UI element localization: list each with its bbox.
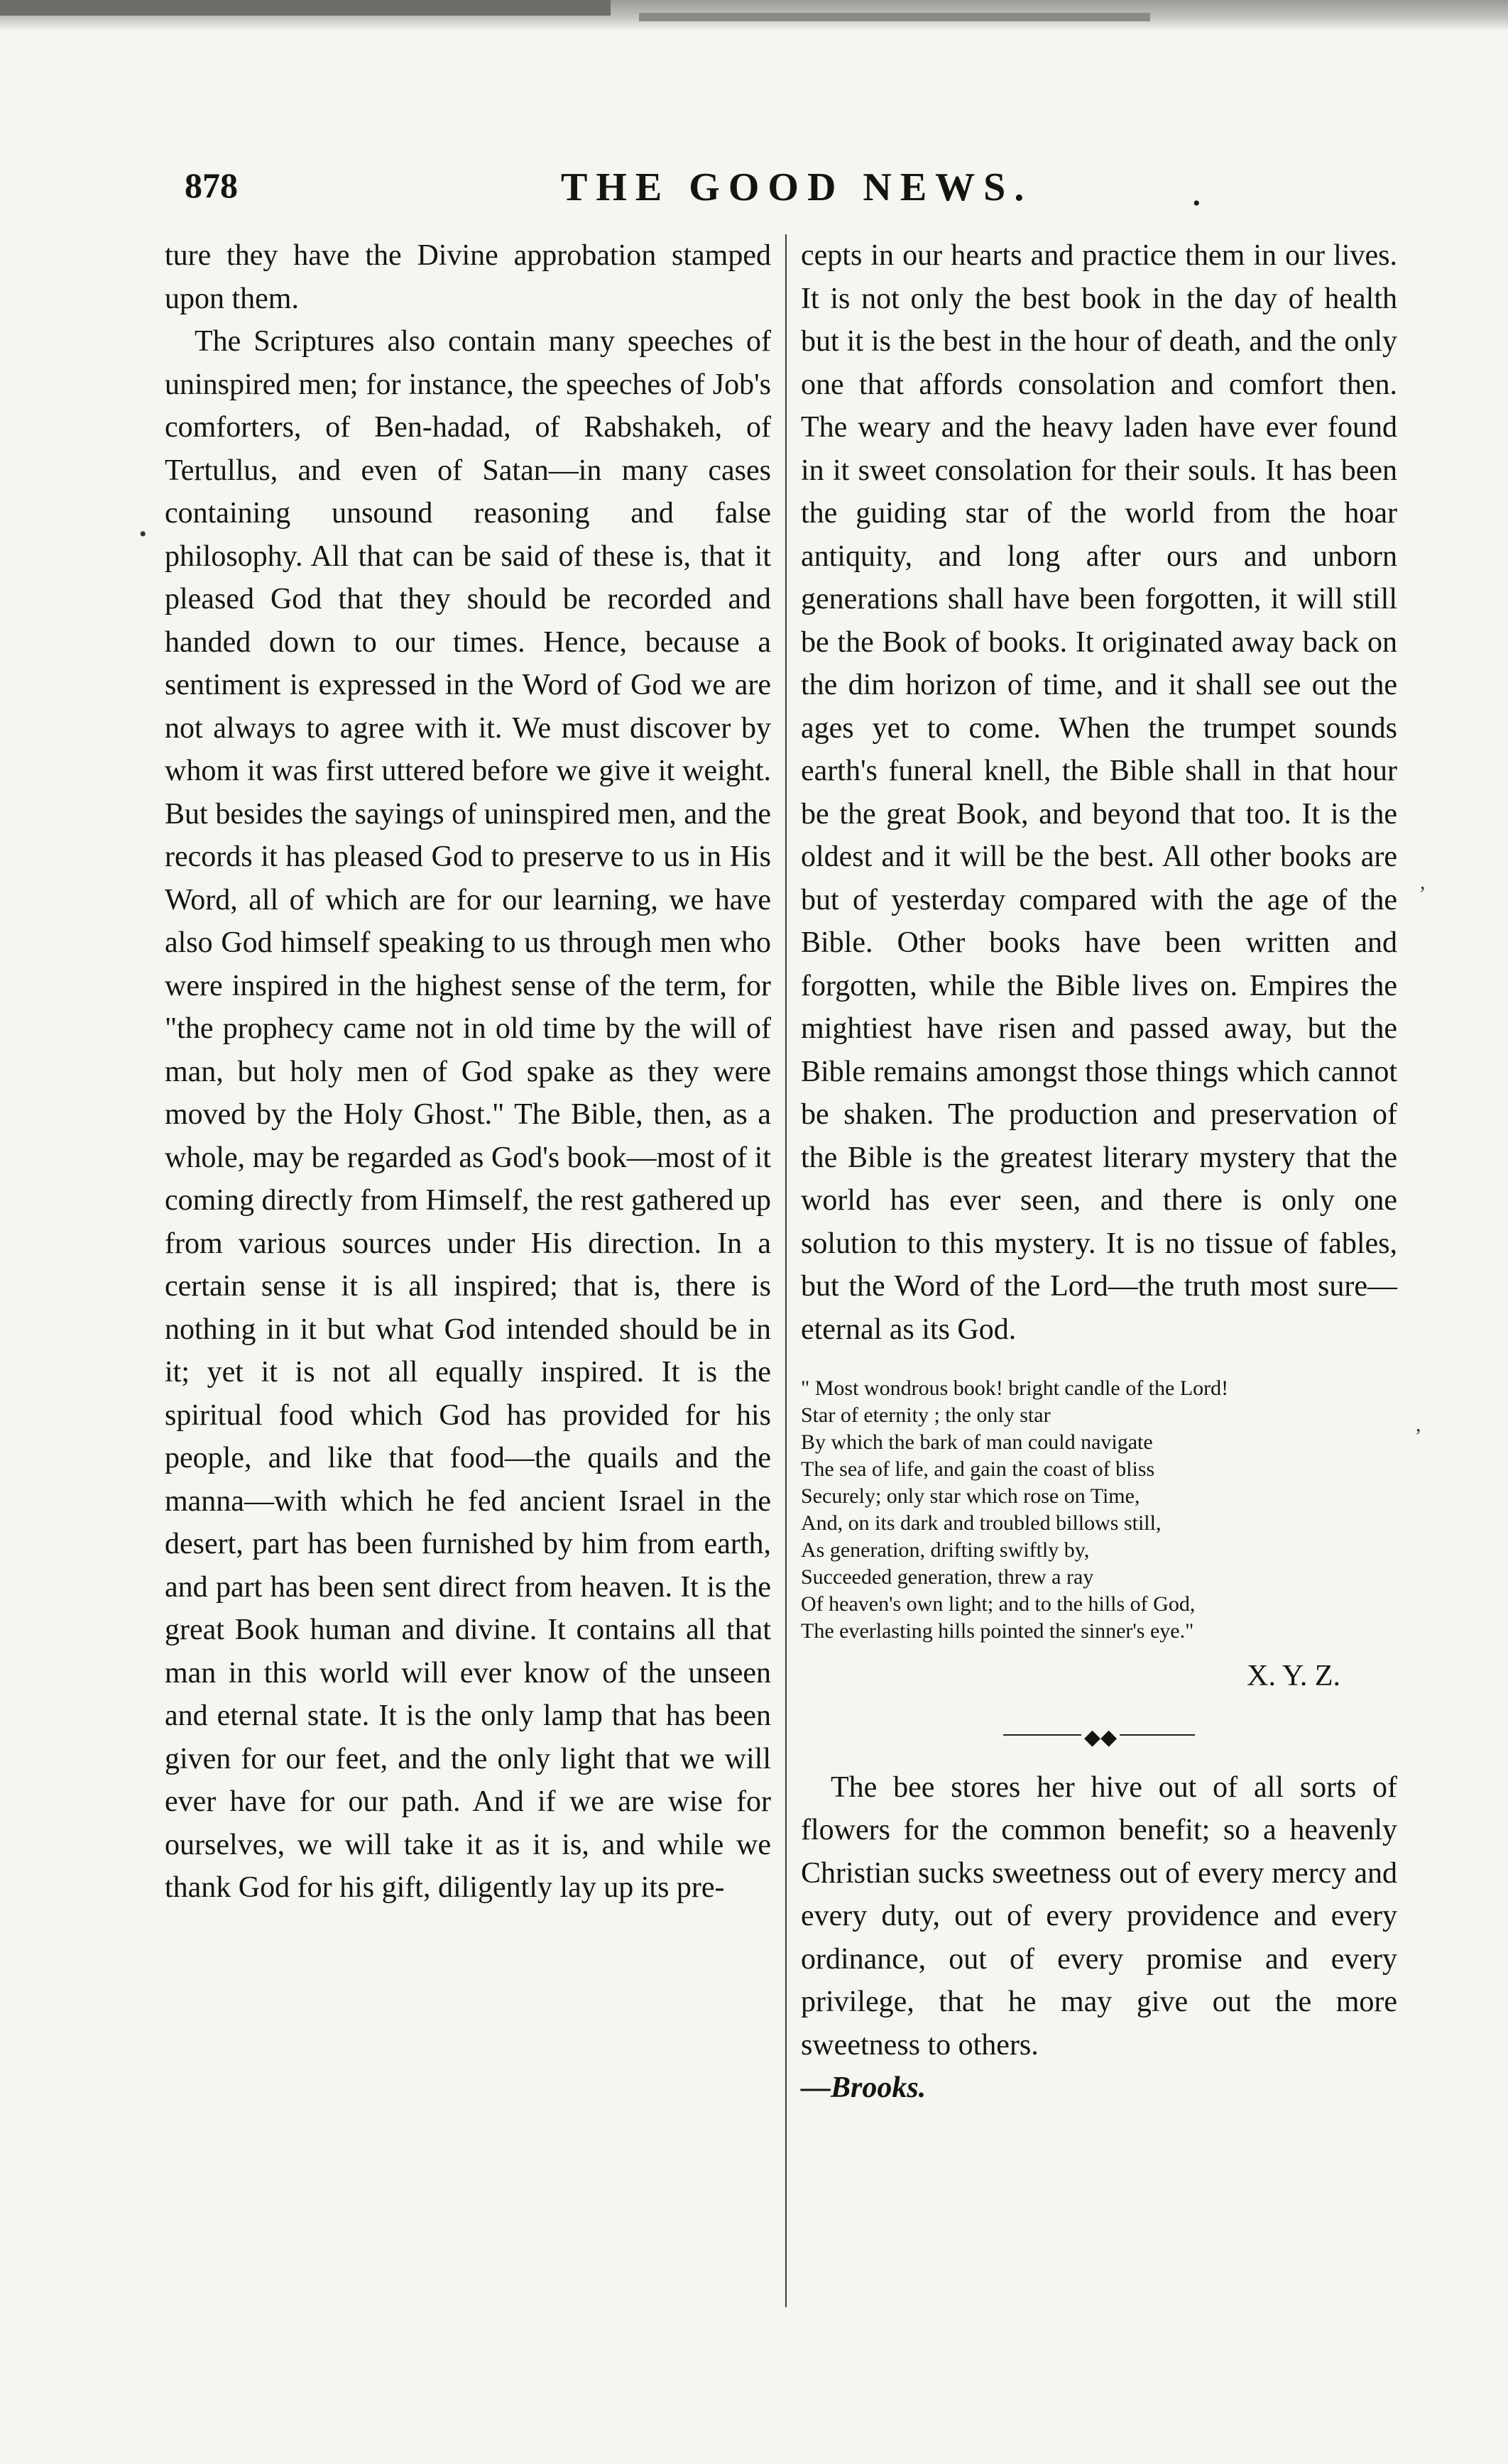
margin-speck: •	[139, 522, 147, 546]
separator-ornament: ◆◆	[1081, 1716, 1120, 1760]
signature: X. Y. Z.	[1247, 1660, 1340, 1692]
page-number: 878	[185, 165, 238, 205]
bee-paragraph-text: The bee stores her hive out of all sorts of flowers for the common benefit; so a heavenly Christian sucks sweetness out of every mercy and every duty, out of every providence and every ordinance, out of every promise and every privilege, that he may give out the more sweetness to others.	[801, 1770, 1397, 2061]
margin-speck: ,	[1416, 1413, 1421, 1436]
scan-strip	[0, 0, 611, 16]
poem-line: Succeeded generation, threw a ray	[801, 1565, 1094, 1589]
section-separator	[1003, 1725, 1195, 1749]
poem-line: As generation, drifting swiftly by,	[801, 1538, 1090, 1562]
column-rule	[785, 234, 787, 2307]
print-speck: •	[1193, 192, 1201, 215]
left-column	[165, 234, 771, 1910]
attribution: —Brooks.	[801, 2071, 927, 2104]
right-column	[801, 234, 1397, 2110]
scan-strip	[639, 13, 1150, 21]
poem-line: Securely; only star which rose on Time,	[801, 1484, 1140, 1508]
poem-line: The everlasting hills pointed the sinner's eye."	[801, 1619, 1194, 1643]
scan-edge	[0, 0, 1508, 31]
poem-line: The sea of life, and gain the coast of bliss	[801, 1457, 1155, 1481]
poem-line: By which the bark of man could navigate	[801, 1430, 1153, 1454]
left-paragraph-1: ture they have the Divine approbation stamped upon them.	[165, 239, 771, 315]
right-paragraph-2	[801, 1766, 1397, 2110]
poem-line: Of heaven's own light; and to the hills of God,	[801, 1592, 1196, 1616]
left-paragraph-2: The Scriptures also contain many speeches of uninspired men; for instance, the speeches of Job's comforters, of Ben-hadad, of Rabshakeh, of Tertullus, and even of Satan—in many cases containing unsound reasoning and false philosophy. All that can be said of these is, that it pleased God that they should be recorded and handed down to our times. Hence, because a sentiment is expressed in the Word of God we are not always to agree with it. We must discover by whom it was first uttered before we give it weight. But besides the sayings of uninspired men, and the records it has pleased God to preserve to us in His Word, all of which are for our learning, we have also God himself speaking to us through men who were inspired in the highest sense of the term, for "the prophecy came not in old time by the will of man, but holy men of God spake as they were moved by the Holy Ghost." The Bible, then, as a whole, may be regarded as God's book—most of it coming directly from Himself, the rest gathered up from various sources under His direction. In a certain sense it is all inspired; that is, there is nothing in it but what God intended should be in it; yet it is not all equally inspired. It is the spiritual food which God has provided for his people, and like that food—the quails and the manna—with which he fed ancient Israel in the desert, part has been furnished by him from earth, and part has been sent direct from heaven. It is the great Book human and divine. It contains all that man in this world will ever know of the unseen and eternal state. It is the only lamp that has been given for our feet, and the only light that we will ever have for our path. And if we are wise for ourselves, we will take it as it is, and while we thank God for his gift, diligently lay up its pre-	[165, 325, 771, 1904]
right-paragraph-1: cepts in our hearts and practice them in our lives. It is not only the best book in the day of health but it is the best in the hour of death, and the only one that affords consolation and comfort then. The weary and the heavy laden have ever found in it sweet consolation for their souls. It has been the guiding star of the world from the hoar antiquity, and long after ours and unborn generations shall have been forgotten, it will still be the Book of books. It originated away back on the dim horizon of time, and it shall see out the ages yet to come. When the trumpet sounds earth's funeral knell, the Bible shall in that hour be the great Book, and beyond that too. It is the oldest and it will be the best. All other books are but of yesterday compared with the age of the Bible. Other books have been written and forgotten, while the Bible lives on. Empires the mightiest have risen and passed away, but the Bible remains amongst those things which cannot be shaken. The production and preservation of the Bible is the greatest literary mystery that the world has ever seen, and there is only one solution to this mystery. It is no tissue of fables, but the Word of the Lord—the truth most sure—eternal as its God.	[801, 239, 1397, 1346]
poem-line: " Most wondrous book! bright candle of the Lord!	[801, 1376, 1229, 1400]
poem-line: Star of eternity ; the only star	[801, 1403, 1051, 1427]
poem-line: And, on its dark and troubled billows still,	[801, 1511, 1162, 1535]
running-head: THE GOOD NEWS.	[561, 165, 1033, 209]
poem	[801, 1375, 1397, 1645]
margin-speck: ,	[1420, 870, 1426, 894]
